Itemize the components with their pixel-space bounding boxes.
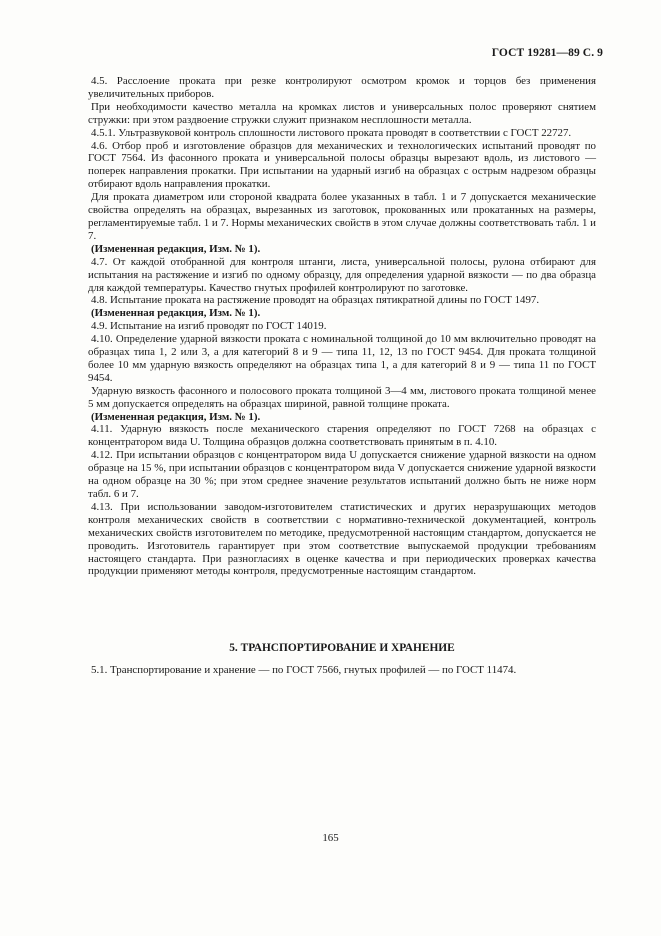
paragraph: 4.8. Испытание проката на растяжение проводят на образцах пятикратной длины по ГОСТ 1497. [91,294,540,307]
paragraph: 4.9. Испытание на изгиб проводят по ГОСТ 14019. [91,320,327,333]
page-header: ГОСТ 19281—89 С. 9 [491,47,603,59]
amendment-note: (Измененная редакция, Изм. № 1). [91,410,261,423]
paragraph: 4.10. Определение ударной вязкости проката с номинальной толщиной до 10 мм включительно проводят на образцах типа 1, 2 или 3, а для категорий 8 и 9 — типа 11, 12, 13 по ГОСТ 9454. Для проката толщиной более 10 мм ударную вязкость определяют на образцах типа 1, а для категорий 8 и 9 — типа 11 по ГОСТ 9454. [88,333,596,384]
paragraph: 4.6. Отбор проб и изготовление образцов для механических и технологических испытаний проводят по ГОСТ 7564. Из фасонного проката и универсальной полосы образцы вырезают вдоль, из листового — поперек направления прокатки. При испытании на ударный изгиб на образцах с острым надрезом образцы отбирают вдоль направления прокатки. [88,139,596,191]
paragraph: 4.12. При испытании образцов с концентратором вида U допускается снижение ударной вязкости на одном образце на 15 %, при испытании образцов с концентратором вида V допускается снижение ударной вязкости на одном образце на 30 %; при этом среднее значение результатов испытаний должно быть не ниже норм табл. 6 и 7. [88,449,596,500]
section-paragraph: 5.1. Транспортирование и хранение — по ГОСТ 7566, гнутых профилей — по ГОСТ 11474. [91,664,517,676]
amendment-note: (Измененная редакция, Изм. № 1). [91,307,261,320]
paragraph: 4.7. От каждой отобранной для контроля штанги, листа, универсальной полосы, рулона отбирают для испытания на растяжение и изгиб по одному образцу, для определения ударной вязкости — по два образца для каждой температуры. Качество гнутых профилей контролируют по заготовке. [88,255,596,294]
section-title: 5. ТРАНСПОРТИРОВАНИЕ И ХРАНЕНИЕ [229,642,455,654]
paragraph: 4.13. При использовании заводом-изготовителем статистических и других неразрушающих методов контроля механических свойств в соответствии с нормативно-технической документацией, контроль механических свойств изготовителем по методике, предусмотренной настоящим стандартом, допускается не проводить. Изготовитель гарантирует при этом соответствие выпускаемой продукции требованиям настоящего стандарта. При разногласиях в оценке качества и при периодических проверках качества продукции применяют методы контроля, предусмотренные настоящим стандартом. [88,500,596,578]
paragraph: При необходимости качество металла на кромках листов и универсальных полос проверяют снятием стружки: при этом раздвоение стружки служит признаком несплошности металла. [88,100,596,126]
amendment-note: (Измененная редакция, Изм. № 1). [91,242,261,255]
paragraph: Ударную вязкость фасонного и полосового проката толщиной 3—4 мм, листового проката толщиной менее 5 мм допускается определять на образцах шириной, равной толщине проката. [88,384,596,410]
paragraph: 4.11. Ударную вязкость после механического старения определяют по ГОСТ 7268 на образцах с концентратором вида U. Толщина образцов должна соответствовать принятым в п. 4.10. [88,423,596,449]
document-body [88,75,596,578]
page-number: 165 [322,832,339,844]
paragraph: Для проката диаметром или стороной квадрата более указанных в табл. 1 и 7 допускается механические свойства определять на образцах, вырезанных из заготовок, прокованных или прокатанных на размеры, регламентируемые табл. 1 и 7. Нормы механических свойств в этом случае должны соответствовать табл. 1 и 7. [88,191,596,242]
paragraph: 4.5.1. Ультразвуковой контроль сплошности листового проката проводят в соответствии с ГОСТ 22727. [91,126,572,139]
paragraph: 4.5. Расслоение проката при резке контролируют осмотром кромок и торцов без применения увеличительных приборов. [88,75,596,100]
